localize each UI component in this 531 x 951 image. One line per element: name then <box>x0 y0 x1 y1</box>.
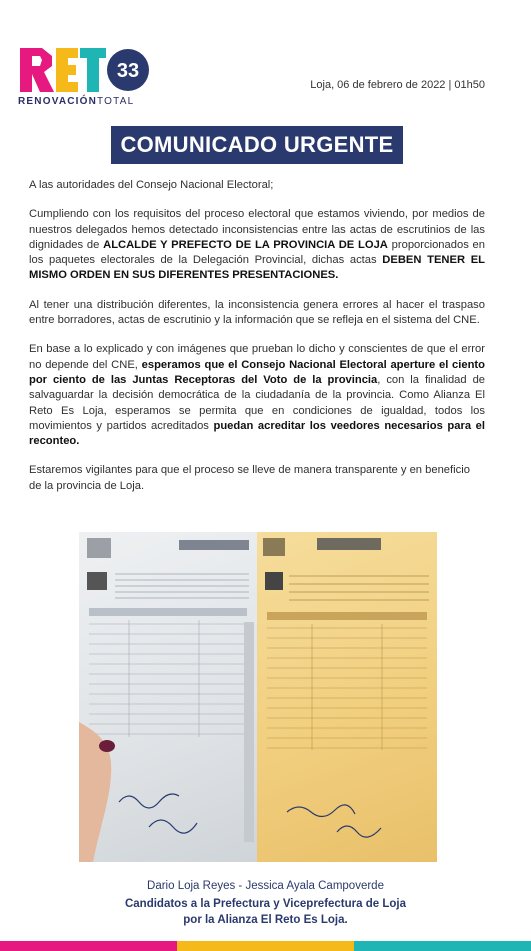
paragraph-4: Estaremos vigilantes para que el proceso se lleve de manera transparente y en beneficio de la provincia de Loja. <box>29 464 470 492</box>
candidate-title-line2: por la Alianza El Reto Es Loja. <box>183 914 348 926</box>
brand-sub-bold: RENOVACIÓN <box>18 96 98 107</box>
footer-color-bar <box>0 941 531 951</box>
acta-sheet-left <box>79 532 259 862</box>
actas-photo <box>79 532 437 862</box>
logo-number: 33 <box>116 60 140 82</box>
salutation: A las autoridades del Consejo Nacional Electoral; <box>29 179 274 191</box>
brand-sub-light: TOTAL <box>97 96 135 107</box>
p1-bold-dignidades: ALCALDE Y PREFECTO DE LA PROVINCIA DE LOJA <box>103 238 388 251</box>
dateline: Loja, 06 de febrero de 2022 | 01h50 <box>310 79 485 91</box>
p1-text: Cumpliendo con los requisitos del proceso electoral que estamos viviendo, por medios de nuestros delegados hemos detectado inconsistencias entre las actas de escrutinios de las dignidades de <box>29 208 485 251</box>
candidate-title <box>0 896 531 928</box>
letter-body <box>29 178 485 508</box>
acta-sheet-right <box>257 532 437 862</box>
p1-text-2: proporcionados en los paquetes electorales de la Delegación Provincial, dichas actas <box>29 238 485 267</box>
brand-subtitle <box>18 96 134 107</box>
page-title: COMUNICADO URGENTE <box>111 126 403 164</box>
p3-text: En base a lo explicado y con imágenes que prueban lo dicho y conscientes de que el error no depende del CNE, <box>29 343 485 371</box>
paragraph-1 <box>29 207 485 283</box>
p3-bold-request: esperamos que el Consejo Nacional Electoral aperture el ciento por ciento de las Juntas Receptoras del Voto de la provincia <box>29 358 485 386</box>
p1-bold-orden: DEBEN TENER EL MISMO ORDEN EN SUS DIFERENTES PRESENTACIONES. <box>29 254 485 282</box>
footer-magenta <box>0 941 177 951</box>
p3-text-2: , con la finalidad de salvaguardar la decisión democrática de la ciudadanía de la provincia. Como Alianza El Reto Es Loja, esperamos se permita que en condiciones de igualdad, todos los movimientos y partidos acreditados <box>29 373 486 432</box>
footer-teal <box>354 941 531 951</box>
candidate-title-line1: Candidatos a la Prefectura y Viceprefectura de Loja <box>124 898 406 910</box>
p3-bold-veedores: puedan acreditar los veedores necesarios para el reconteo. <box>29 419 485 448</box>
paragraph-3 <box>29 342 485 449</box>
footer-yellow <box>177 941 354 951</box>
candidate-names: Dario Loja Reyes - Jessica Ayala Campoverde <box>147 880 384 892</box>
paragraph-2: Al tener una distribución diferentes, la inconsistencia genera errores al hacer el traspaso entre borradores, actas de escrutinio y la información que se refleja en el sistema del CNE. <box>29 298 485 327</box>
